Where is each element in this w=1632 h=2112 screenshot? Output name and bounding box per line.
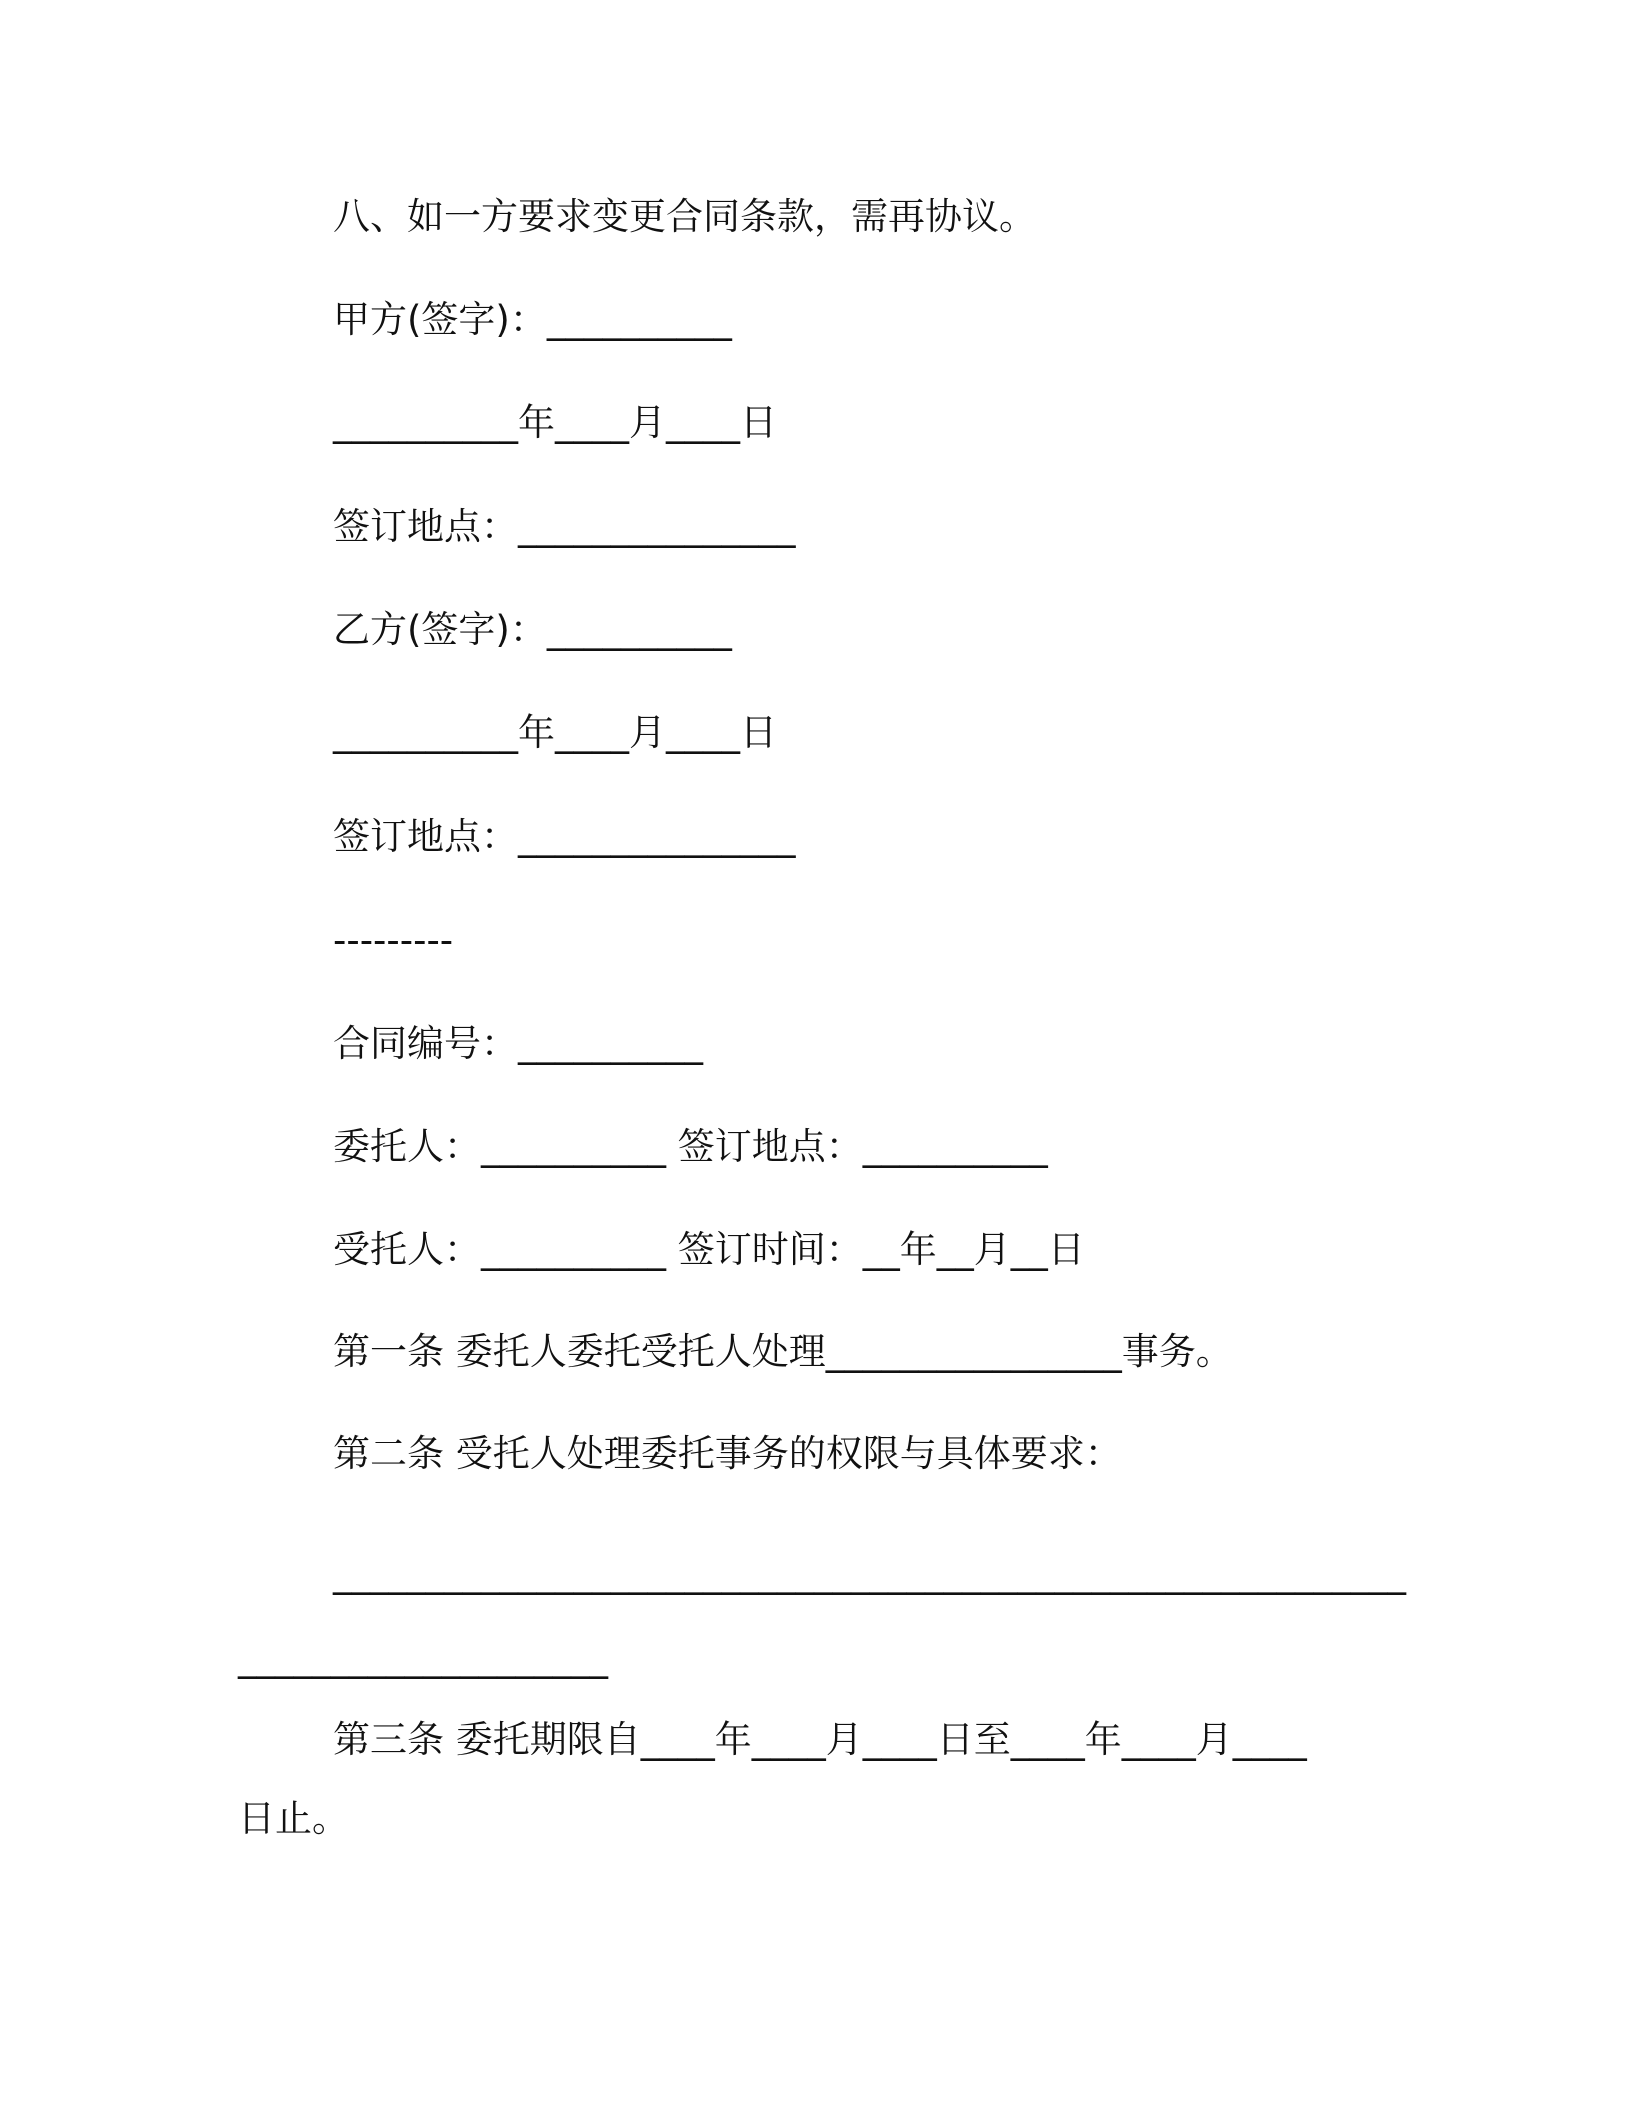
article-three-continued: 日止。 <box>238 1797 349 1840</box>
article-two-blank-line-2: ____________________ <box>238 1636 608 1679</box>
agent-and-time: 受托人：__________ 签订时间：__年__月__日 <box>333 1228 1085 1271</box>
party-b-signature: 乙方(签字)：__________ <box>333 608 732 651</box>
principal-and-place: 委托人：__________ 签订地点：__________ <box>333 1125 1048 1168</box>
party-b-date: __________年____月____日 <box>333 711 777 754</box>
party-a-signing-place: 签订地点：_______________ <box>333 505 796 548</box>
article-two-blank-line-1: __________________________________________________________ <box>333 1552 1406 1595</box>
article-three: 第三条 委托期限自____年____月____日至____年____月____ <box>333 1718 1307 1761</box>
party-a-signature: 甲方(签字)：__________ <box>333 298 732 341</box>
section-divider: --------- <box>333 919 454 962</box>
party-a-date: __________年____月____日 <box>333 401 777 444</box>
clause-eight: 八、如一方要求变更合同条款，需再协议。 <box>333 195 1036 238</box>
contract-number: 合同编号：__________ <box>333 1022 703 1065</box>
party-b-signing-place: 签订地点：_______________ <box>333 815 796 858</box>
article-one: 第一条 委托人委托受托人处理________________事务。 <box>333 1330 1233 1373</box>
article-two: 第二条 受托人处理委托事务的权限与具体要求： <box>333 1432 1122 1475</box>
